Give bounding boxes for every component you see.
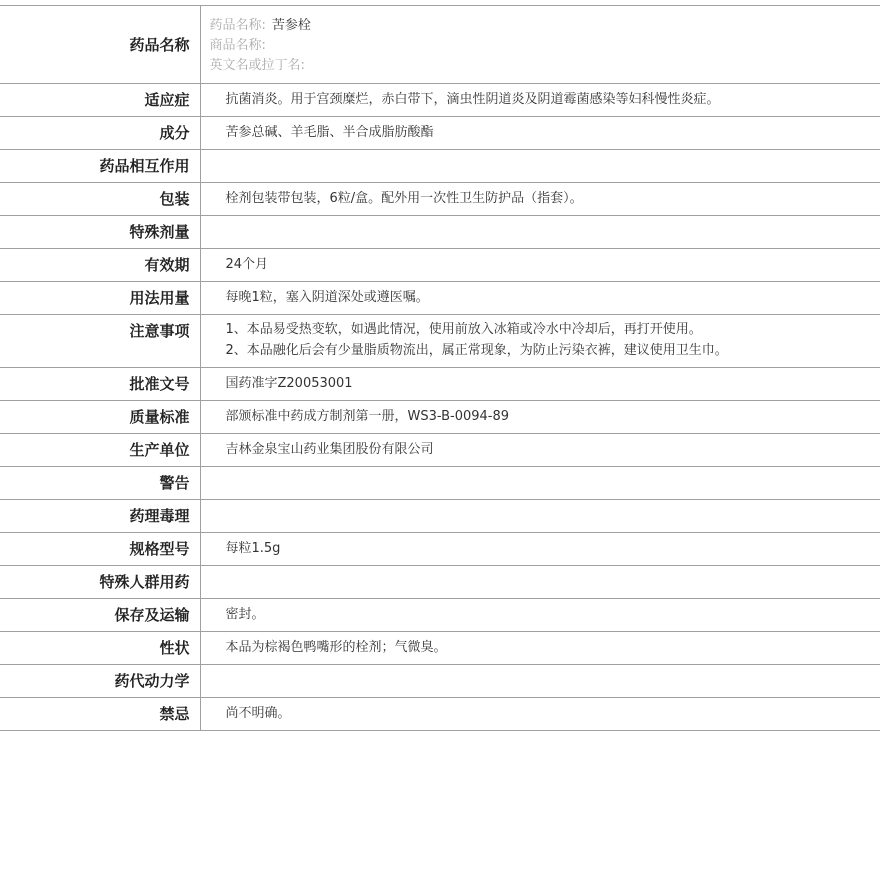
- row-label: 用法用量: [0, 282, 200, 315]
- table-row-shelf-life: [0, 249, 880, 282]
- row-label: 适应症: [0, 84, 200, 117]
- english-name-line: [210, 56, 880, 76]
- row-value: 抗菌消炎。用于宫颈糜烂，赤白带下，滴虫性阴道炎及阴道霉菌感染等妇科慢性炎症。: [200, 84, 880, 117]
- row-label: 保存及运输: [0, 599, 200, 632]
- generic-name-key: 药品名称:: [209, 18, 266, 33]
- table-row-drug-name: [0, 6, 880, 84]
- row-label: 特殊剂量: [0, 216, 200, 249]
- row-value: [200, 216, 880, 249]
- table-row-pharmacology: [0, 500, 880, 533]
- table-row-special-dosage: [0, 216, 880, 249]
- row-label: 规格型号: [0, 533, 200, 566]
- precaution-line: 2、本品融化后会有少量脂质物流出，属正常现象，为防止污染衣裤，建议使用卫生巾。: [225, 343, 728, 358]
- table-row-special-populations: [0, 566, 880, 599]
- row-value: 密封。: [200, 599, 880, 632]
- row-label: 警告: [0, 467, 200, 500]
- row-label: 生产单位: [0, 434, 200, 467]
- row-value: 每晚1粒，塞入阴道深处或遵医嘱。: [200, 282, 880, 315]
- row-label: 包装: [0, 183, 200, 216]
- trade-name-key: 商品名称:: [209, 38, 266, 53]
- row-label: 质量标准: [0, 401, 200, 434]
- row-label: 有效期: [0, 249, 200, 282]
- drug-name-cell: [200, 6, 880, 84]
- precautions-cell: [200, 315, 880, 368]
- table-row-pharmacokinetics: [0, 665, 880, 698]
- row-value: 24个月: [200, 249, 880, 282]
- table-row-usage: [0, 282, 880, 315]
- row-label: 禁忌: [0, 698, 200, 731]
- row-label: 药品相互作用: [0, 150, 200, 183]
- english-name-key: 英文名或拉丁名:: [209, 58, 305, 73]
- row-label: 特殊人群用药: [0, 566, 200, 599]
- table-row-approval-number: [0, 368, 880, 401]
- table-row-precautions: [0, 315, 880, 368]
- row-value: [200, 500, 880, 533]
- row-value: 本品为棕褐色鸭嘴形的栓剂；气微臭。: [200, 632, 880, 665]
- row-value: [200, 467, 880, 500]
- generic-name-value: 苦参栓: [271, 18, 311, 33]
- table-row-warning: [0, 467, 880, 500]
- drug-spec-table: [0, 5, 880, 731]
- generic-name-line: [210, 16, 880, 36]
- trade-name-line: [210, 36, 880, 56]
- row-label: 药品名称: [0, 6, 200, 84]
- precaution-line: 1、本品易受热变软，如遇此情况，使用前放入冰箱或冷水中冷却后，再打开使用。: [225, 322, 702, 337]
- row-value: 部颁标准中药成方制剂第一册，WS3-B-0094-89: [200, 401, 880, 434]
- table-row-specification: [0, 533, 880, 566]
- row-value: [200, 665, 880, 698]
- row-label: 药理毒理: [0, 500, 200, 533]
- table-row-manufacturer: [0, 434, 880, 467]
- row-label: 药代动力学: [0, 665, 200, 698]
- table-row-contraindications: [0, 698, 880, 731]
- row-value: 栓剂包装带包装，6粒/盒。配外用一次性卫生防护品（指套）。: [200, 183, 880, 216]
- table-row-ingredients: [0, 117, 880, 150]
- row-label: 性状: [0, 632, 200, 665]
- row-value: [200, 566, 880, 599]
- table-row-indications: [0, 84, 880, 117]
- row-value: 尚不明确。: [200, 698, 880, 731]
- table-row-quality-standard: [0, 401, 880, 434]
- row-value: [200, 150, 880, 183]
- row-label: 批准文号: [0, 368, 200, 401]
- table-row-interactions: [0, 150, 880, 183]
- row-label: 注意事项: [0, 315, 200, 368]
- row-value: 国药准字Z20053001: [200, 368, 880, 401]
- table-row-storage: [0, 599, 880, 632]
- table-row-description: [0, 632, 880, 665]
- row-value: 每粒1.5g: [200, 533, 880, 566]
- row-label: 成分: [0, 117, 200, 150]
- table-row-packaging: [0, 183, 880, 216]
- row-value: 吉林金泉宝山药业集团股份有限公司: [200, 434, 880, 467]
- row-value: 苦参总碱、羊毛脂、半合成脂肪酸酯: [200, 117, 880, 150]
